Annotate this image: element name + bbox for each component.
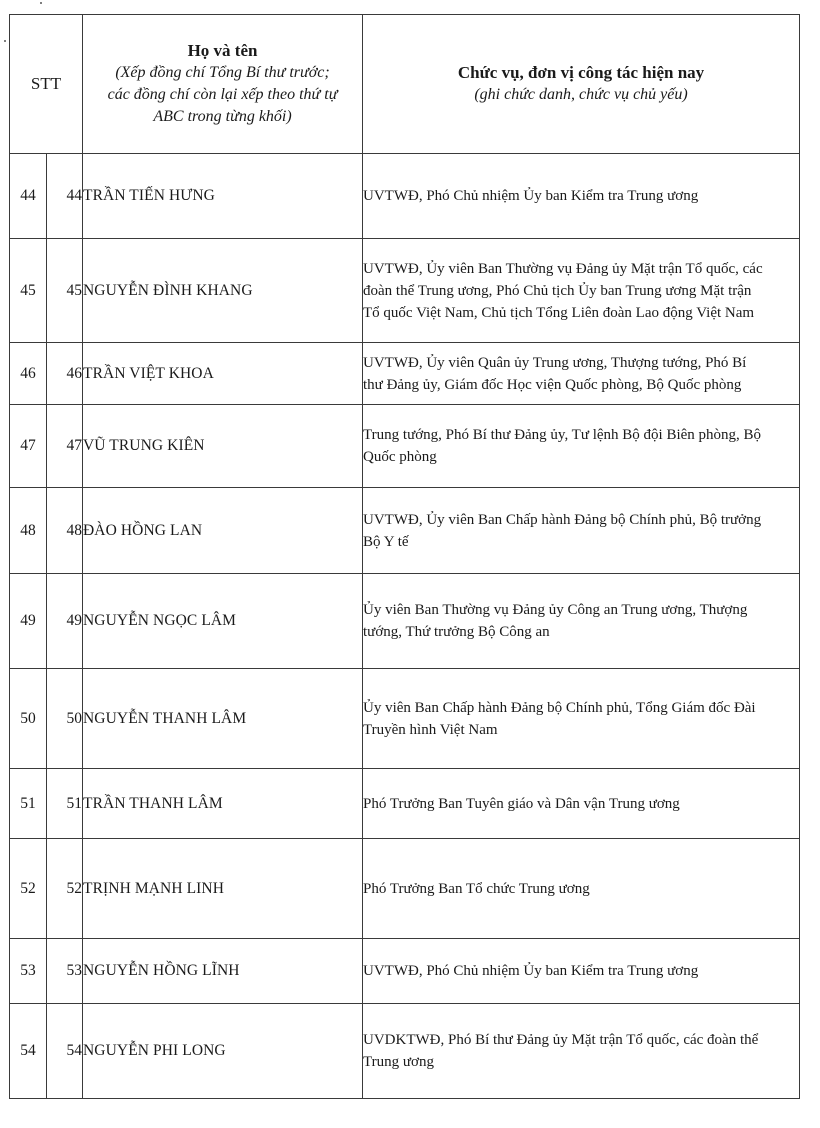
header-role	[363, 15, 800, 154]
table-row	[10, 488, 800, 574]
stt-group: 47	[47, 405, 83, 488]
person-name: VŨ TRUNG KIÊN	[83, 405, 363, 488]
person-name: TRỊNH MẠNH LINH	[83, 839, 363, 939]
person-name: NGUYỄN THANH LÂM	[83, 669, 363, 769]
stt-group: 53	[47, 939, 83, 1004]
table-row	[10, 574, 800, 669]
table-row	[10, 769, 800, 839]
position-line: Ủy viên Ban Chấp hành Đảng bộ Chính phủ, Tổng Giám đốc Đài	[363, 699, 756, 716]
header-role-title: Chức vụ, đơn vị công tác hiện nay	[457, 63, 705, 82]
table-row	[10, 669, 800, 769]
position-cell	[363, 574, 800, 669]
header-role-note: (ghi chức danh, chức vụ chủ yếu)	[474, 86, 688, 103]
position-line: UVTWĐ, Ủy viên Ban Thường vụ Đảng ủy Mặt trận Tổ quốc, các	[363, 260, 763, 277]
personnel-table	[9, 14, 800, 1099]
position-line: Quốc phòng	[363, 449, 437, 465]
stt-group: 49	[47, 574, 83, 669]
person-name: NGUYỄN PHI LONG	[83, 1004, 363, 1099]
stt-overall: 50	[10, 669, 47, 769]
stt-overall: 47	[10, 405, 47, 488]
table-body	[10, 154, 800, 1099]
header-name-title: Họ và tên	[187, 41, 258, 60]
position-cell	[363, 1004, 800, 1099]
stt-group: 51	[47, 769, 83, 839]
stt-group: 50	[47, 669, 83, 769]
position-line: Phó Trưởng Ban Tổ chức Trung ương	[363, 880, 590, 897]
stt-group: 54	[47, 1004, 83, 1099]
table-row	[10, 154, 800, 239]
header-name-note-line: ABC trong từng khối)	[153, 108, 292, 125]
position-cell	[363, 343, 800, 405]
position-line: Trung tướng, Phó Bí thư Đảng ủy, Tư lệnh Bộ đội Biên phòng, Bộ	[363, 427, 762, 443]
position-line: UVTWĐ, Phó Chủ nhiệm Ủy ban Kiểm tra Trung ương	[363, 188, 699, 204]
table-header-row	[10, 15, 800, 154]
stt-overall: 54	[10, 1004, 47, 1099]
person-name: TRẦN THANH LÂM	[83, 769, 363, 839]
position-line: Phó Trưởng Ban Tuyên giáo và Dân vận Trung ương	[363, 795, 680, 812]
stt-overall: 48	[10, 488, 47, 574]
person-name: ĐÀO HỒNG LAN	[83, 488, 363, 574]
position-line: UVTWĐ, Ủy viên Quân ủy Trung ương, Thượng tướng, Phó Bí	[363, 354, 747, 371]
position-cell	[363, 769, 800, 839]
position-line: tướng, Thứ trưởng Bộ Công an	[363, 624, 550, 640]
position-line: Truyền hình Việt Nam	[363, 721, 498, 738]
position-line: Tổ quốc Việt Nam, Chủ tịch Tổng Liên đoàn Lao động Việt Nam	[363, 304, 755, 321]
stt-group: 45	[47, 239, 83, 343]
stt-overall: 44	[10, 154, 47, 239]
table-row	[10, 343, 800, 405]
position-cell	[363, 239, 800, 343]
position-line: đoàn thể Trung ương, Phó Chủ tịch Ủy ban Trung ương Mặt trận	[363, 282, 752, 299]
position-line: UVDKTWĐ, Phó Bí thư Đảng ủy Mặt trận Tổ quốc, các đoàn thể	[363, 1032, 759, 1048]
position-cell	[363, 154, 800, 239]
header-stt: STT	[10, 15, 83, 154]
stt-overall: 51	[10, 769, 47, 839]
header-name	[83, 15, 363, 154]
scan-speck	[40, 2, 42, 4]
header-name-note-line: (Xếp đồng chí Tổng Bí thư trước;	[115, 64, 330, 81]
position-cell	[363, 488, 800, 574]
table-row	[10, 239, 800, 343]
stt-overall: 45	[10, 239, 47, 343]
stt-overall: 49	[10, 574, 47, 669]
person-name: NGUYỄN NGỌC LÂM	[83, 574, 363, 669]
position-cell	[363, 939, 800, 1004]
stt-group: 44	[47, 154, 83, 239]
stt-group: 52	[47, 839, 83, 939]
stt-group: 48	[47, 488, 83, 574]
stt-overall: 46	[10, 343, 47, 405]
person-name: NGUYỄN HỒNG LĨNH	[83, 939, 363, 1004]
table-row	[10, 839, 800, 939]
position-cell	[363, 405, 800, 488]
person-name: TRẦN TIẾN HƯNG	[83, 154, 363, 239]
scan-speck	[4, 40, 6, 42]
position-cell	[363, 669, 800, 769]
position-line: Ủy viên Ban Thường vụ Đảng ủy Công an Trung ương, Thượng	[363, 602, 748, 618]
table-row	[10, 1004, 800, 1099]
table-row	[10, 939, 800, 1004]
position-line: thư Đảng ủy, Giám đốc Học viện Quốc phòng, Bộ Quốc phòng	[363, 376, 742, 393]
header-name-note-line: các đồng chí còn lại xếp theo thứ tự	[107, 86, 338, 103]
position-line: Trung ương	[363, 1054, 434, 1070]
table-row	[10, 405, 800, 488]
person-name: TRẦN VIỆT KHOA	[83, 343, 363, 405]
position-line: UVTWĐ, Phó Chủ nhiệm Ủy ban Kiểm tra Trung ương	[363, 963, 699, 979]
stt-overall: 52	[10, 839, 47, 939]
position-cell	[363, 839, 800, 939]
stt-group: 46	[47, 343, 83, 405]
person-name: NGUYỄN ĐÌNH KHANG	[83, 239, 363, 343]
stt-overall: 53	[10, 939, 47, 1004]
position-line: UVTWĐ, Ủy viên Ban Chấp hành Đảng bộ Chính phủ, Bộ trưởng	[363, 511, 762, 528]
position-line: Bộ Y tế	[363, 533, 409, 550]
